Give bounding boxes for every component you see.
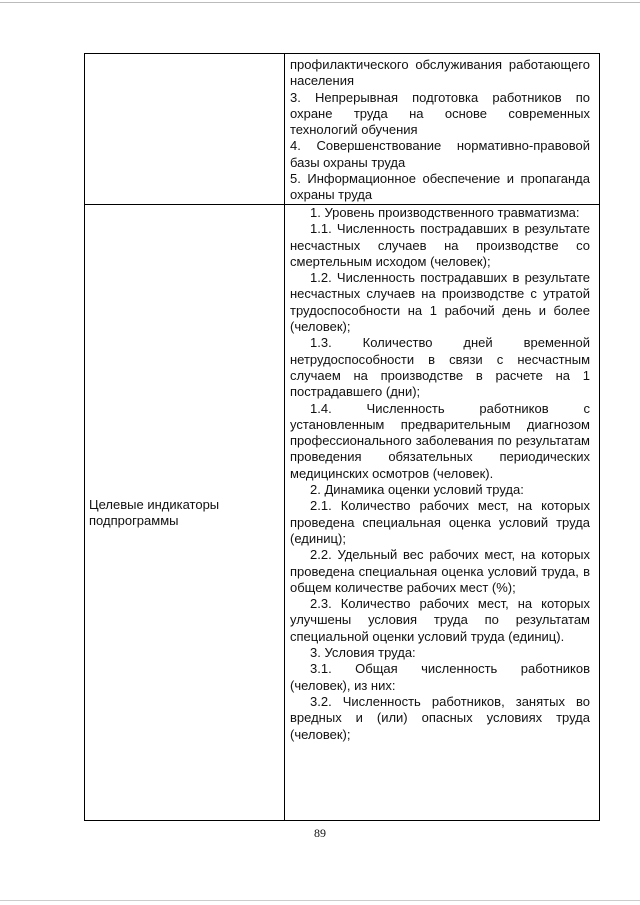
indicator-item: 3.2. Численность работников, занятых во вредных и (или) опасных условиях труда (человек); [290,693,590,742]
indicator-item: 3. Условия труда: [310,645,416,661]
row1-text-line: 5. Информационное обеспечение и пропаганда охраны труда [290,171,590,203]
row2-content-cell [290,205,590,743]
row1-content-cell [290,57,590,204]
indicator-item: 1.3. Количество дней временной нетрудоспособности в связи с несчастным случаем на производстве в расчете на 1 пострадавшего (дни); [290,335,590,400]
top-edge-line [0,2,640,3]
indicator-item: 1. Уровень производственного травматизма: [310,205,580,220]
indicator-item: 2.1. Количество рабочих мест, на которых проведена специальная оценка условий труда (единиц); [290,498,590,546]
indicator-item: 2. Динамика оценки условий труда: [310,482,524,498]
row1-text-line: 4. Совершенствование нормативно-правовой базы охраны труда [290,138,590,170]
row1-text-line: профилактического обслуживания работающего населения [290,57,590,89]
indicator-item: 1.4. Численность работников с установленным предварительным диагнозом профессионального заболевания по результатам проведения обязательных периодических медицинских осмотров (человек). [290,400,590,481]
indicator-item: 3.1. Общая численность работников (человек), из них: [290,661,590,693]
bottom-edge-line [0,900,640,901]
row1-text-line: 3. Непрерывная подготовка работников по охране труда на основе современных технологий обучения [290,89,590,138]
indicator-item: 1.1. Численность пострадавших в результате несчастных случаев на производстве со смертельным исходом (человек); [290,221,590,269]
indicators-label: Целевые индикаторы подпрограммы [89,497,220,529]
column-divider [284,53,285,821]
indicator-item: 1.2. Численность пострадавших в результате несчастных случаев на производстве с утратой трудоспособности на 1 рабочий день и более (человек); [290,270,590,335]
page-number: 89 [314,826,326,840]
indicator-item: 2.2. Удельный вес рабочих мест, на которых проведена специальная оценка условий труда, в общем количестве рабочих мест (%); [290,547,590,595]
indicator-item: 2.3. Количество рабочих мест, на которых улучшены условия труда по результатам специальной оценки условий труда (единиц). [290,596,590,644]
